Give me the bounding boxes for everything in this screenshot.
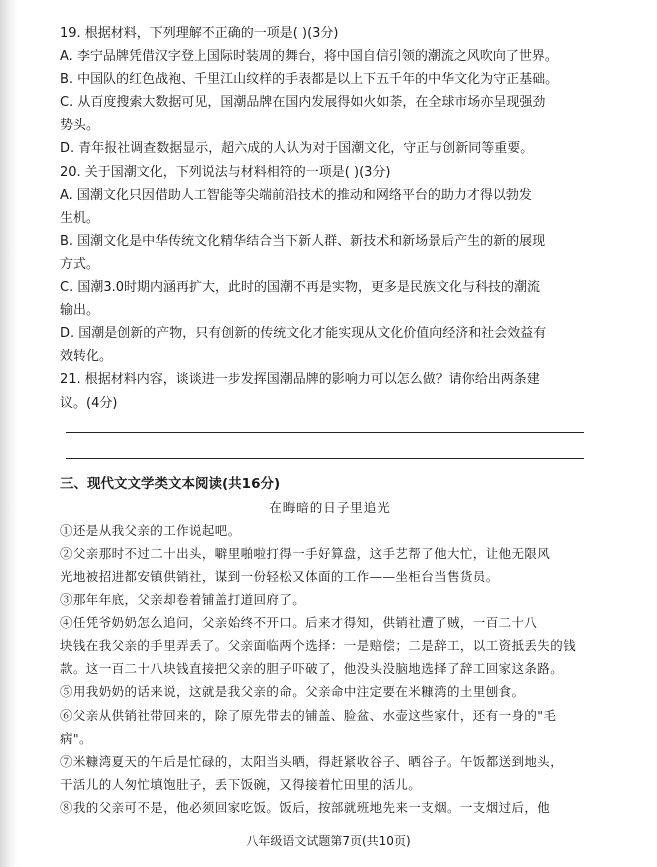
- scan-shadow: [0, 0, 18, 867]
- q20-option-c: C. 国潮3.0时期内涵再扩大，此时的国潮不再是实物，更多是民族文化与科技的潮流: [60, 280, 541, 296]
- q19-option-c: C. 从百度搜索大数据可见，国潮品牌在国内发展得如火如荼，在全球市场亦呈现强劲: [60, 95, 546, 111]
- q21-stem-cont: 议。(4分): [60, 395, 118, 411]
- paragraph-7-cont: 干活儿的人匆忙填饱肚子，丢下饭碗，又得接着忙田里的活儿。: [60, 776, 422, 792]
- q19-option-c-cont: 势头。: [60, 118, 100, 134]
- q20-option-a-cont: 生机。: [60, 210, 100, 226]
- paragraph-5: ⑤用我奶奶的话来说，这就是我父亲的命。父亲命中注定要在米糠湾的土里刨食。: [60, 684, 525, 700]
- paragraph-4-cont: 块钱在我父亲的手里弄丢了。父亲面临两个选择：一是赔偿；二是辞工，以工资抵丢失的钱: [60, 638, 577, 654]
- q19-option-a: A. 李宁品牌凭借汉字登上国际时装周的舞台，将中国自信引领的潮流之风吹向了世界。: [60, 49, 558, 65]
- paragraph-4: ④任凭爷奶奶怎么追问，父亲始终不开口。后来才得知，供销社遭了贼，一百二十八: [60, 615, 538, 631]
- paragraph-7: ⑦米糠湾夏天的午后是忙碌的，太阳当头晒，得赶紧收谷子、晒谷子。午饭都送到地头，: [60, 753, 564, 769]
- q19-stem: 19. 根据材料，下列理解不正确的一项是( )(3分): [60, 26, 339, 41]
- answer-line-1: [66, 432, 584, 433]
- page-content: [60, 22, 600, 819]
- q20-option-d: D. 国潮是创新的产物，只有创新的传统文化才能实现从文化价值向经济和社会效益有: [60, 326, 547, 342]
- section-heading: 三、现代文文学类文本阅读(共16分): [60, 475, 281, 492]
- paragraph-1: ①还是从我父亲的工作说起吧。: [60, 522, 241, 538]
- q21-stem: 21. 根据材料内容，谈谈进一步发挥国潮品牌的影响力可以怎么做？请你给出两条建: [60, 372, 540, 388]
- paragraph-8: ⑧我的父亲可不是，他必须回家吃饭。饭后，按部就班地先来一支烟。一支烟过后，他: [60, 799, 551, 815]
- paragraph-2: ②父亲那时不过二十出头，噼里啪啦打得一手好算盘，这手艺帮了他大忙，让他无限风: [60, 545, 551, 561]
- q19-option-d: D. 青年报社调查数据显示，超六成的人认为对于国潮文化，守正与创新同等重要。: [60, 141, 534, 157]
- q20-option-a: A. 国潮文化只因借助人工智能等尖端前沿技术的推动和网络平台的助力才得以勃发: [60, 187, 532, 203]
- q20-option-c-cont: 输出。: [60, 303, 100, 319]
- q19-option-b: B. 中国队的红色战袍、千里江山纹样的手表都是以上下五千年的中华文化为守正基础。: [60, 72, 559, 88]
- paragraph-6: ⑥父亲从供销社带回来的，除了原先带去的铺盖、脸盆、水壶这些家什，还有一身的"毛: [60, 707, 557, 723]
- paragraph-3: ③那年年底，父亲却卷着铺盖打道回府了。: [60, 592, 306, 608]
- q20-option-b: B. 国潮文化是中华传统文化精华结合当下新人群、新技术和新场景后产生的新的展现: [60, 233, 546, 249]
- passage-title: 在晦暗的日子里追光: [269, 499, 391, 515]
- answer-line-2: [66, 458, 584, 459]
- paragraph-2-cont: 光地被招进都安镇供销社，谋到一份轻松又体面的工作——坐柜台当售货员。: [60, 568, 499, 584]
- paragraph-4-cont2: 款。这一百二十八块钱直接把父亲的胆子吓破了，他没头没脑地选择了辞工回家这条路。: [60, 661, 564, 677]
- q20-stem: 20. 关于国潮文化，下列说法与材料相符的一项是( )(3分): [60, 164, 391, 180]
- q20-option-d-cont: 效转化。: [60, 349, 113, 365]
- paragraph-6-cont: 病"。: [60, 730, 92, 746]
- q20-option-b-cont: 方式。: [60, 256, 100, 272]
- page-footer: 八年级语文试题第7页(共10页): [246, 834, 411, 848]
